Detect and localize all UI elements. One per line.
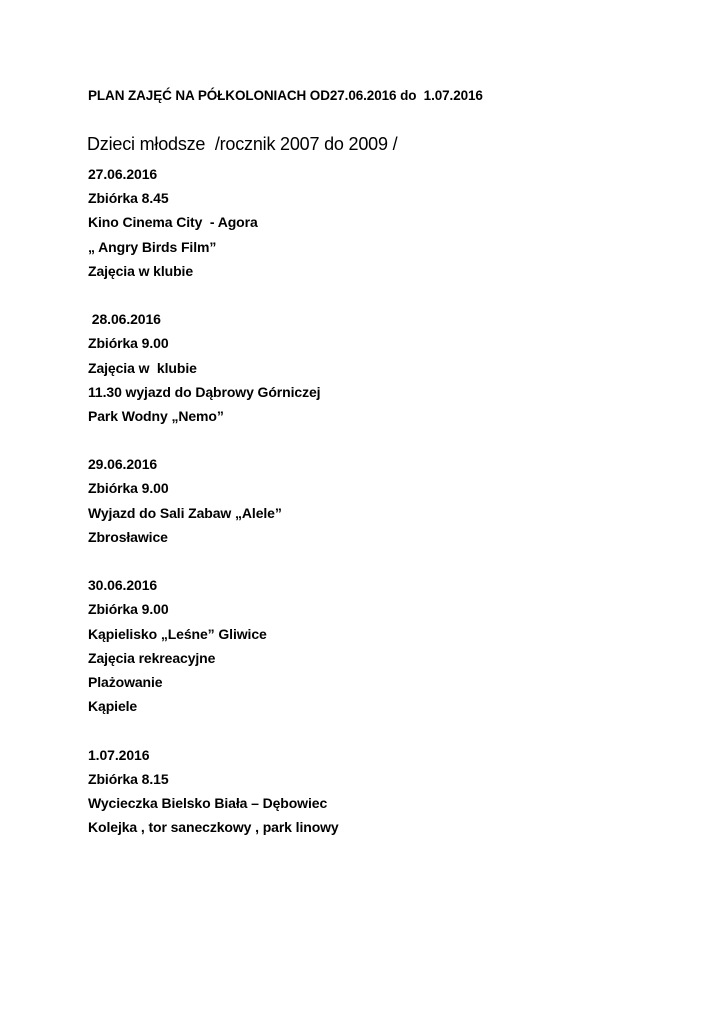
day-line: Plażowanie [88, 673, 163, 690]
day-line: Zajęcia rekreacyjne [88, 649, 216, 666]
day-date: 29.06.2016 [88, 456, 158, 473]
day-line: Zajęcia w klubie [88, 359, 197, 376]
day-line: Wyjazd do Sali Zabaw „Alele” [88, 504, 282, 521]
day-line: „ Angry Birds Film” [88, 238, 217, 255]
document-title: PLAN ZAJĘĆ NA PÓŁKOLONIACH OD27.06.2016 do 1.07.2016 [88, 88, 483, 103]
day-line: 11.30 wyjazd do Dąbrowy Górniczej [88, 383, 321, 400]
schedule-day [88, 743, 688, 840]
schedule-day [88, 307, 688, 428]
day-date: 28.06.2016 [88, 311, 161, 328]
day-line: Zbrosławice [88, 528, 168, 545]
day-line: Zbiórka 9.00 [88, 335, 169, 352]
schedule-day [88, 573, 688, 718]
day-line: Kolejka , tor saneczkowy , park linowy [88, 819, 339, 836]
day-date: 27.06.2016 [88, 166, 158, 182]
day-line: Park Wodny „Nemo” [88, 407, 224, 424]
day-line: Zbiórka 9.00 [88, 601, 169, 618]
day-separator [88, 283, 688, 307]
document-subtitle: Dzieci młodsze /rocznik 2007 do 2009 / [87, 134, 398, 154]
day-line: Kąpielisko „Leśne” Gliwice [88, 625, 267, 642]
day-line: Wycieczka Bielsko Biała – Dębowiec [88, 794, 328, 811]
day-line: Zajęcia w klubie [88, 262, 193, 279]
day-line: Zbiórka 8.45 [88, 190, 169, 207]
day-line: Zbiórka 9.00 [88, 480, 169, 497]
schedule-day [88, 452, 688, 549]
day-line: Kąpiele [88, 698, 138, 715]
day-line: Zbiórka 8.15 [88, 770, 169, 787]
schedule-day [88, 162, 688, 283]
day-line: Kino Cinema City - Agora [88, 214, 258, 231]
day-date: 1.07.2016 [88, 746, 150, 763]
day-date: 30.06.2016 [88, 577, 158, 594]
day-separator [88, 718, 688, 742]
schedule [88, 162, 688, 839]
day-separator [88, 549, 688, 573]
day-separator [88, 428, 688, 452]
